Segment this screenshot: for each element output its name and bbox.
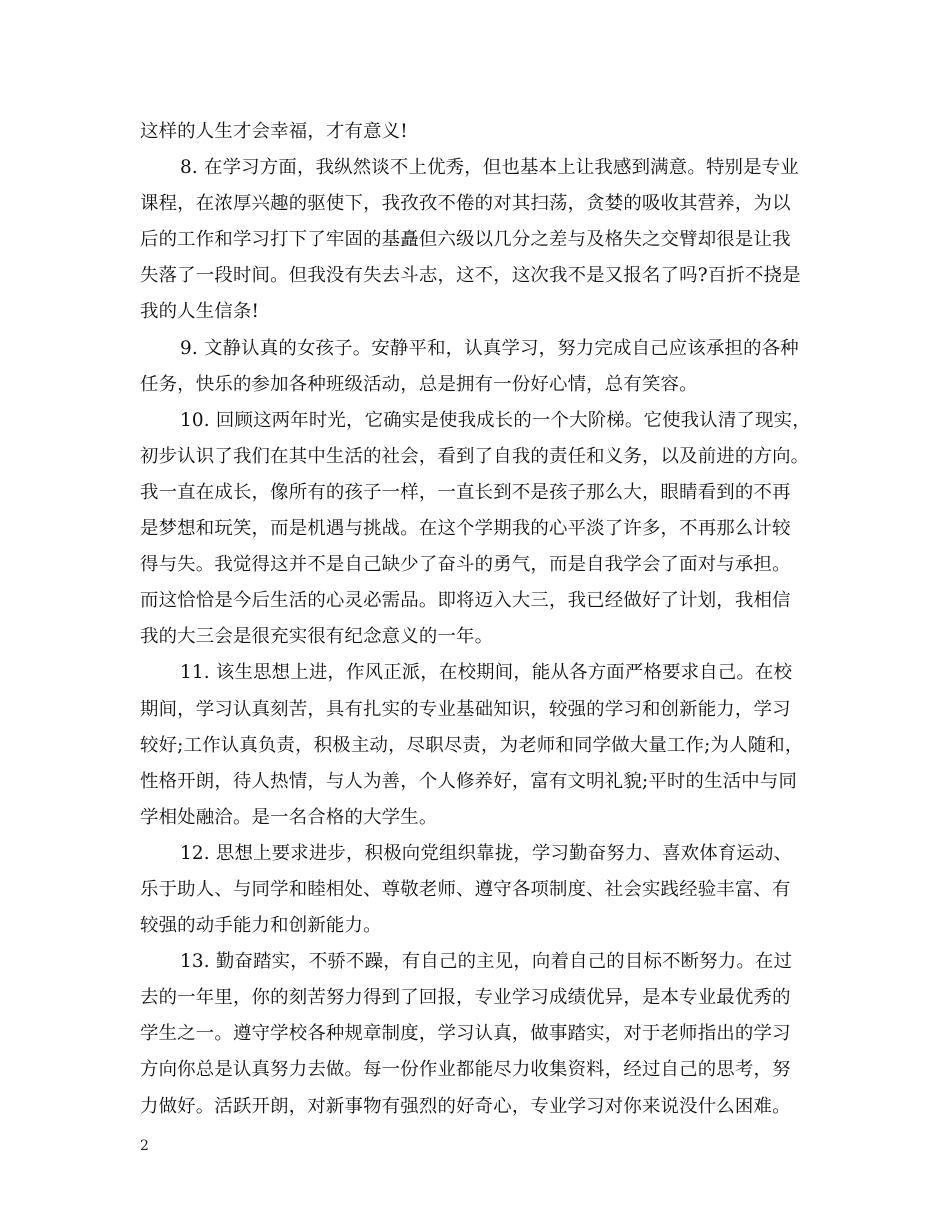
text-line: 乐于助人、与同学和睦相处、尊敬老师、遵守各项制度、社会实践经验丰富、有 [140, 878, 791, 900]
text-line: 较强的动手能力和创新能力。 [140, 915, 382, 937]
text-line: 期间，学习认真刻苦，具有扎实的专业基础知识，较强的学习和创新能力，学习 [140, 698, 791, 720]
text-line: 12. 思想上要求进步，积极向党组织靠拢，学习勤奋努力、喜欢体育运动、 [180, 842, 793, 864]
text-line: 这样的人生才会幸福，才有意义! [140, 121, 408, 142]
text-line: 13. 勤奋踏实，不骄不躁，有自己的主见，向着自己的目标不断努力。在过 [180, 951, 793, 973]
text-line: 学生之一。遵守学校各种规章制度，学习认真，做事踏实，对于老师指出的学习 [140, 1023, 791, 1045]
text-line: 9. 文静认真的女孩子。安静平和，认真学习，努力完成自己应该承担的各种 [180, 337, 799, 359]
page-number: 2 [140, 1138, 149, 1154]
text-line: 8. 在学习方面，我纵然谈不上优秀，但也基本上让我感到满意。特别是专业 [180, 157, 799, 179]
text-line: 失落了一段时间。但我没有失去斗志，这不，这次我不是又报名了吗?百折不挠是 [140, 265, 801, 287]
text-line: 去的一年里，你的刻苦努力得到了回报，专业学习成绩优异，是本专业最优秀的 [140, 987, 791, 1009]
body-text [140, 114, 830, 1125]
text-line: 我的大三会是很充实很有纪念意义的一年。 [140, 626, 494, 648]
text-line: 而这恰恰是今后生活的心灵必需品。即将迈入大三，我已经做好了计划，我相信 [140, 590, 791, 612]
text-line: 11. 该生思想上进，作风正派，在校期间，能从各方面严格要求自己。在校 [180, 662, 793, 684]
text-line: 方向你总是认真努力去做。每一份作业都能尽力收集资料，经过自己的思考，努 [140, 1059, 791, 1081]
text-line: 得与失。我觉得这并不是自己缺少了奋斗的勇气，而是自我学会了面对与承担。 [140, 554, 791, 576]
text-line: 我一直在成长，像所有的孩子一样，一直长到不是孩子那么大，眼睛看到的不再 [140, 481, 791, 503]
text-line: 力做好。活跃开朗，对新事物有强烈的好奇心，专业学习对你来说没什么困难。 [140, 1095, 791, 1117]
text-line: 我的人生信条! [140, 301, 260, 323]
text-line: 10. 回顾这两年时光，它确实是使我成长的一个大阶梯。它使我认清了现实， [180, 409, 811, 431]
text-line: 是梦想和玩笑，而是机遇与挑战。在这个学期我的心平淡了许多，不再那么计较 [140, 518, 791, 540]
text-line: 后的工作和学习打下了牢固的基矗但六级以几分之差与及格失之交臂却很是让我 [140, 229, 791, 251]
text-line: 学相处融洽。是一名合格的大学生。 [140, 806, 438, 828]
text-line: 课程，在浓厚兴趣的驱使下，我孜孜不倦的对其扫荡，贪婪的吸收其营养，为以 [140, 193, 791, 215]
text-line: 性格开朗，待人热情，与人为善，个人修养好，富有文明礼貌;平时的生活中与同 [140, 770, 798, 792]
text-line: 较好;工作认真负责，积极主动，尽职尽责，为老师和同学做大量工作;为人随和， [140, 734, 804, 756]
text-line: 任务，快乐的参加各种班级活动，总是拥有一份好心情，总有笑容。 [140, 373, 698, 395]
text-line: 初步认识了我们在其中生活的社会，看到了自我的责任和义务，以及前进的方向。 [140, 445, 810, 467]
